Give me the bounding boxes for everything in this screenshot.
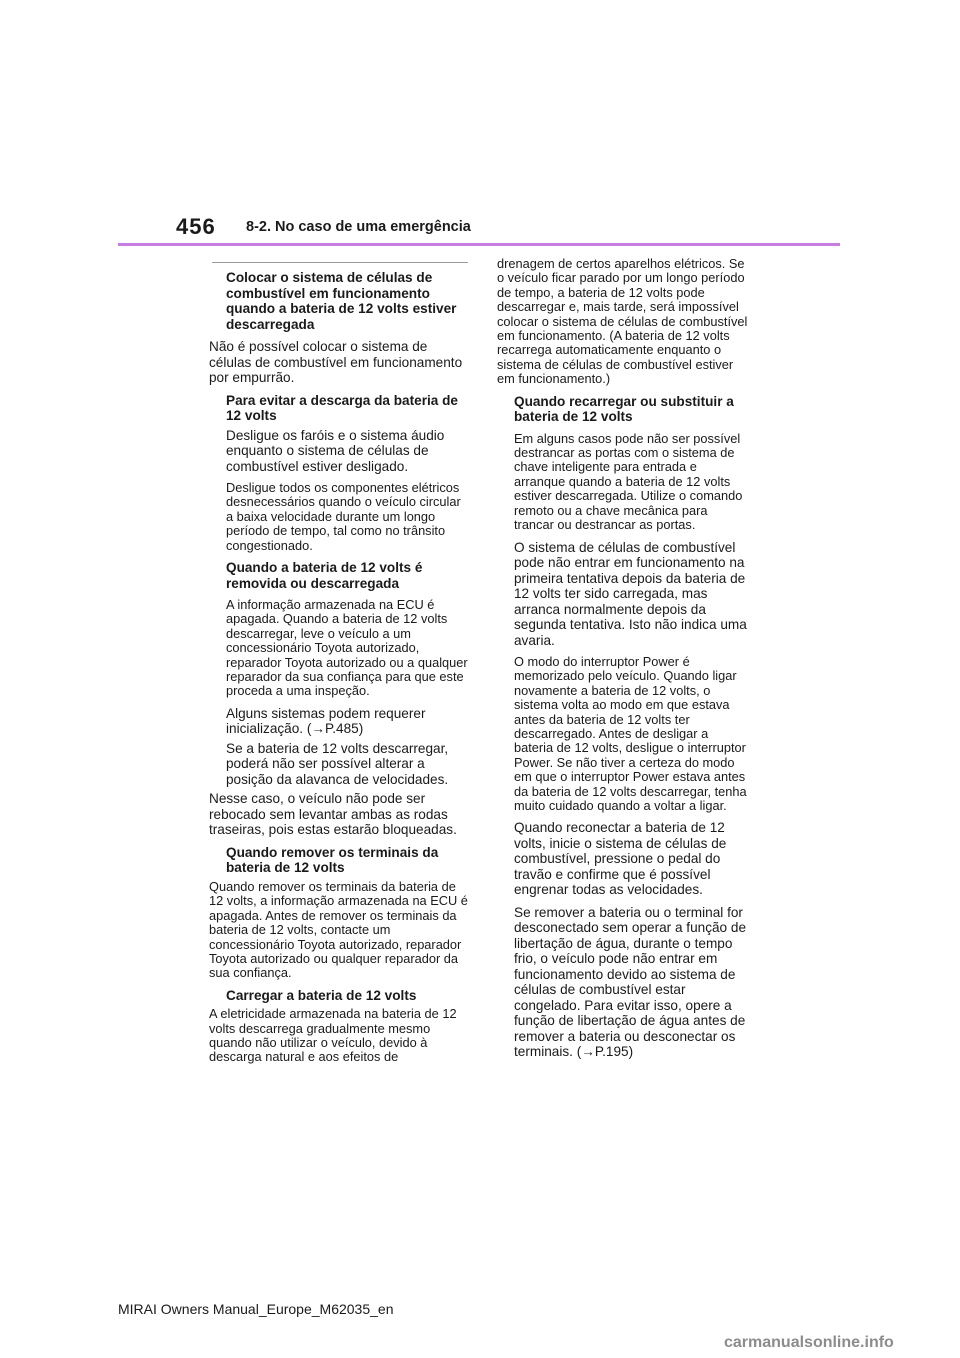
footer-manual-id: MIRAI Owners Manual_Europe_M62035_en — [118, 1301, 394, 1317]
header-divider — [118, 243, 840, 246]
item-turn-off-lights: Desligue os faróis e o sistema áudio enquanto o sistema de células de combustível estiver desligado. — [226, 427, 445, 474]
column-divider — [212, 262, 468, 263]
item-ecu-erased: A informação armazenada na ECU é apagada. Quando a bateria de 12 volts descarregar, leve o veículo a um concessionário Toyota autorizado, reparador Toyota autorizado ou a qualquer reparador da sua confiança para que este proceda a uma inspeção. — [226, 597, 468, 699]
left-column — [209, 262, 471, 1072]
paragraph-no-push-start: Não é possível colocar o sistema de células de combustível em funcionamento por empurrão. — [209, 339, 463, 385]
item-turn-off-components: Desligue todos os componentes elétricos desnecessários quando o veículo circular a baixa velocidade durante um longo período de tempo, tal como no trânsito congestionado. — [226, 480, 461, 553]
paragraph-charging: A eletricidade armazenada na bateria de 12 volts descarrega gradualmente mesmo quando não utilizar o veículo, devido à descarga natural e aos efeitos de — [209, 1006, 457, 1065]
heading-remove-terminals: Quando remover os terminais da bateria de 12 volts — [226, 844, 439, 876]
heading-recharge-replace: Quando recarregar ou substituir a bateria de 12 volts — [514, 393, 734, 425]
item-shift-lever: Se a bateria de 12 volts descarregar, poderá não ser possível alterar a posição da alavanca de velocidades. — [226, 740, 449, 787]
item-power-switch-mode: O modo do interruptor Power é memorizado pelo veículo. Quando ligar novamente a bateria de 12 volts, o sistema volta ao modo em que estava antes da bateria de 12 volts ter descarregado. Antes de desligar a bateria de 12 volts, desligue o interruptor Power. Se não tiver a certeza do modo em que o interruptor Power estava antes da bateria de 12 volts descarregar, tenha muito cuidado quando a voltar a ligar. — [514, 654, 747, 814]
page-number: 456 — [176, 214, 216, 239]
watermark: carmanualsonline.info — [724, 1334, 894, 1351]
item-reconnect: Quando reconectar a bateria de 12 volts, inicie o sistema de células de combustível, pressione o pedal do travão e confirme que é possível engrenar todas as velocidades. — [514, 820, 727, 898]
item-initialization: Alguns sistemas podem requerer inicialização. (→P.485) — [226, 705, 426, 737]
heading-battery-removed: Quando a bateria de 12 volts é removida ou descarregada — [226, 560, 423, 591]
item-first-attempt: O sistema de células de combustível pode não entrar em funcionamento na primeira tentativa depois da bateria de 12 volts ter sido carregada, mas arranca normalmente depois da segunda tentativa. Isto não indica uma avaria. — [514, 539, 747, 648]
item-smart-key: Em alguns casos pode não ser possível destrancar as portas com o sistema de chave inteligente para entrada e arranque quando a bateria de 12 volts estiver descarregada. Utilize o comando remoto ou a chave mecânica para trancar ou destrancar as portas. — [514, 430, 743, 533]
section-title: 8-2. No caso de uma emergência — [246, 219, 471, 235]
heading-charging: Carregar a bateria de 12 volts — [226, 987, 417, 1003]
paragraph-remove-terminals: Quando remover os terminais da bateria de 12 volts, a informação armazenada na ECU é apagada. Antes de remover os terminais da bateria de 12 volts, contacte um concessionário Toyota autorizado, reparador Toyota autorizado ou qualquer reparador da sua confiança. — [209, 878, 468, 981]
heading-start-with-discharged-battery: Colocar o sistema de células de combustível em funcionamento quando a bateria de 12 volts estiver descarregada — [226, 270, 457, 332]
right-column — [497, 257, 749, 1067]
item-water-release: Se remover a bateria ou o terminal for desconectado sem operar a função de libertação de água, durante o tempo frio, o veículo pode não entrar em funcionamento devido ao sistema de células de combustível estar congelado. Para evitar isso, opere a função de libertação de água antes de remover a bateria ou desconectar os terminais. (→P.195) — [514, 904, 747, 1060]
paragraph-towing: Nesse caso, o veículo não pode ser rebocado sem levantar ambas as rodas traseiras, pois estas estarão bloqueadas. — [209, 791, 457, 838]
paragraph-charging-cont: drenagem de certos aparelhos elétricos. Se o veículo ficar parado por um longo período de tempo, a bateria de 12 volts pode descarregar e, mais tarde, será impossível colocar o sistema de células de combustível em funcionamento. (A bateria de 12 volts recarrega automaticamente enquanto o sistema de células de combustível estiver em funcionamento.) — [497, 256, 748, 387]
heading-prevent-discharge: Para evitar a descarga da bateria de 12 volts — [226, 392, 458, 423]
